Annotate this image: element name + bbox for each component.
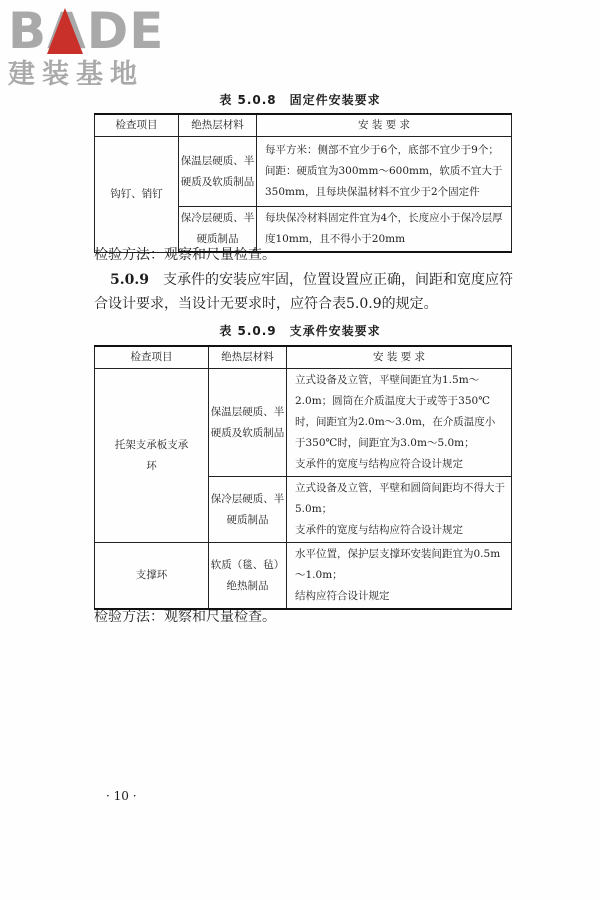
clause-text: 支承件的安装应牢固，位置设置应正确，间距和宽度应符合设计要求，当设计无要求时，应符合表5.0.9的规定。	[94, 272, 513, 312]
requirement-line: 水平位置，保护层支撑环安装间距宜为0.5m～1.0m；	[295, 548, 501, 581]
header-material: 绝热层材料	[179, 114, 257, 137]
requirement-line: 结构应符合设计规定	[295, 590, 390, 602]
inspection-method: 检验方法：观察和尺量检查。	[94, 247, 276, 263]
table-508-caption: 表 5.0.8 固定件安装要求	[219, 93, 381, 107]
header-check-item: 检查项目	[95, 346, 209, 369]
requirement-line: 立式设备及立管，平壁间距宜为1.5m～2.0m；圆筒在介质温度大于或等于350℃时，间距宜为2.0m～3.0m，在介质温度小于350℃时，间距宜为3.0m～5.0m；	[295, 374, 496, 449]
requirement-cell: 每平方米：侧部不宜少于6个，底部不宜少于9个；间距：硬质宜为300mm～600mm，软质不宜大于350mm，且每块保温材料不宜少于2个固定件	[257, 137, 512, 207]
requirement-cell	[287, 543, 512, 610]
requirement-cell	[287, 477, 512, 543]
material-cell: 保冷层硬质、半硬质制品	[209, 477, 287, 543]
table-row	[95, 543, 512, 610]
table-row	[95, 137, 512, 207]
logo-brand: BADE	[8, 2, 165, 60]
check-item-cell: 钩钉、销钉	[95, 137, 179, 253]
table-header-row	[95, 346, 512, 369]
requirement-cell	[287, 369, 512, 477]
table-509-caption: 表 5.0.9 支承件安装要求	[219, 324, 381, 338]
material-cell: 软质（毯、毡）绝热制品	[209, 543, 287, 610]
clause-number: 5.0.9	[110, 272, 149, 288]
table-508	[94, 113, 512, 253]
requirement-line: 立式设备及立管，平壁和圆筒间距均不得大于5.0m；	[295, 482, 505, 515]
material-cell: 保冷层硬质、半硬质制品	[179, 207, 257, 253]
requirement-cell: 每块保冷材料固定件宜为4个，长度应小于保冷层厚度10mm，且不得小于20mm	[257, 207, 512, 253]
requirement-line: 支承件的宽度与结构应符合设计规定	[295, 524, 463, 536]
logo-triangle-mark	[47, 8, 83, 54]
page-number: · 10 ·	[106, 789, 137, 803]
check-item-cell: 支撑环	[95, 543, 209, 610]
clause-509	[94, 268, 514, 316]
logo-subtitle: 建装基地	[8, 59, 144, 90]
header-check-item: 检查项目	[95, 114, 179, 137]
inspection-method: 检验方法：观察和尺量检查。	[94, 609, 276, 625]
requirement-line: 支承件的宽度与结构应符合设计规定	[295, 458, 463, 470]
material-cell: 保温层硬质、半硬质及软质制品	[209, 369, 287, 477]
material-cell: 保温层硬质、半硬质及软质制品	[179, 137, 257, 207]
bade-logo	[8, 4, 164, 90]
check-item-cell: 托架支承板支承环	[95, 369, 209, 543]
header-material: 绝热层材料	[209, 346, 287, 369]
table-row	[95, 369, 512, 477]
header-requirement: 安 装 要 求	[287, 346, 512, 369]
header-requirement: 安 装 要 求	[257, 114, 512, 137]
table-509	[94, 345, 512, 610]
table-header-row	[95, 114, 512, 137]
